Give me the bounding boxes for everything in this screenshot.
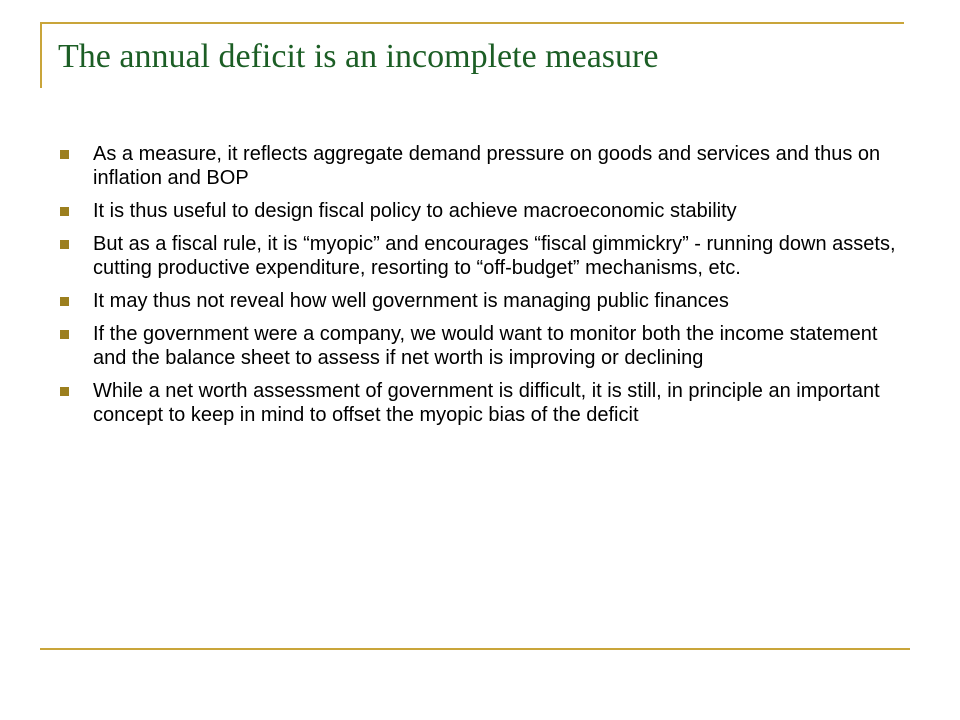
slide-title: The annual deficit is an incomplete measure (58, 38, 659, 75)
bullet-list (58, 142, 908, 436)
bullet-text: If the government were a company, we would want to monitor both the income statement and the balance sheet to assess if net worth is improving or declining (93, 323, 878, 369)
bullet-text: While a net worth assessment of government is difficult, it is still, in principle an important concept to keep in mind to offset the myopic bias of the deficit (93, 380, 880, 426)
bullet-text: As a measure, it reflects aggregate demand pressure on goods and services and thus on inflation and BOP (93, 143, 881, 189)
bullet-text: But as a fiscal rule, it is “myopic” and encourages “fiscal gimmickry” - running down assets, cutting productive expenditure, resorting to “off-budget” mechanisms, etc. (93, 233, 896, 279)
bottom-accent-rule (40, 648, 910, 650)
bullet-item (58, 289, 908, 313)
square-bullet-icon (60, 240, 69, 249)
square-bullet-icon (60, 330, 69, 339)
square-bullet-icon (60, 150, 69, 159)
bullet-item (58, 142, 908, 190)
bullet-item (58, 232, 908, 280)
bullet-item (58, 379, 908, 427)
square-bullet-icon (60, 297, 69, 306)
bullet-item (58, 199, 908, 223)
bullet-text: It is thus useful to design fiscal policy to achieve macroeconomic stability (93, 200, 737, 222)
bullet-text: It may thus not reveal how well government is managing public finances (93, 290, 729, 312)
square-bullet-icon (60, 387, 69, 396)
square-bullet-icon (60, 207, 69, 216)
top-accent-rule (40, 22, 904, 24)
left-accent-rule (40, 22, 42, 88)
bullet-item (58, 322, 908, 370)
